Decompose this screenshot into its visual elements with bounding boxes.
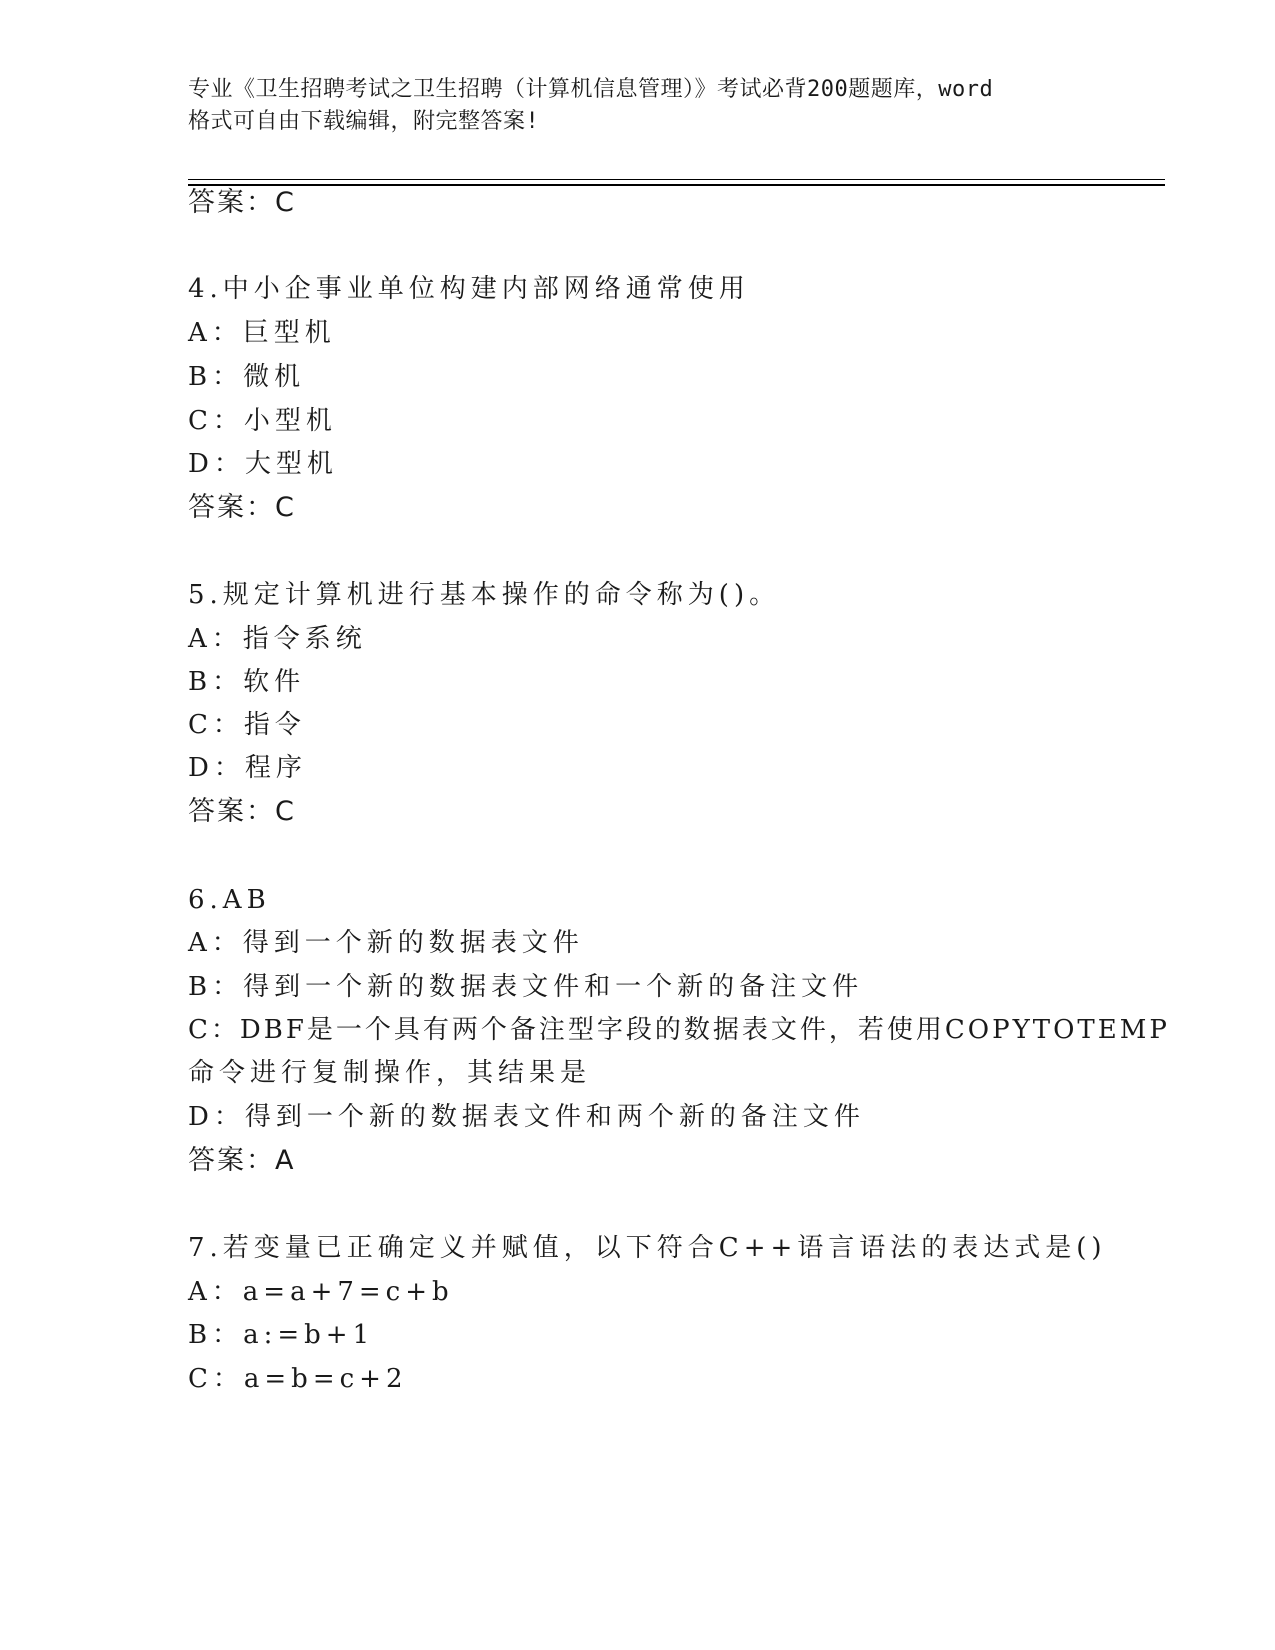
question-4-option-d: D：大型机: [188, 449, 338, 479]
question-6-option-a: A：得到一个新的数据表文件: [188, 928, 584, 958]
question-7-option-a: A：a=a+7=c+b: [188, 1277, 454, 1307]
header-line-1: 专业《卫生招聘考试之卫生招聘（计算机信息管理）》考试必背200题题库，word: [188, 77, 994, 102]
header-line-2: 格式可自由下载编辑，附完整答案!: [188, 109, 540, 134]
question-7-option-b: B：a:=b+1: [188, 1320, 375, 1350]
question-5-stem: 5.规定计算机进行基本操作的命令称为()。: [188, 580, 781, 610]
document-header: [188, 74, 1088, 138]
question-6-stem: 6.AB: [188, 885, 271, 915]
question-4-stem: 4.中小企事业单位构建内部网络通常使用: [188, 274, 750, 304]
question-5-option-c: C：指令: [188, 710, 306, 740]
answer-prev: 答案：C: [188, 187, 296, 218]
question-5-answer: 答案：C: [188, 796, 296, 827]
question-5-option-d: D：程序: [188, 753, 307, 783]
question-6-answer: 答案：A: [188, 1145, 296, 1176]
header-divider-bottom: [188, 184, 1165, 186]
question-6-option-d: D：得到一个新的数据表文件和两个新的备注文件: [188, 1102, 865, 1132]
question-7-stem: 7.若变量已正确定义并赋值，以下符合C++语言语法的表达式是(): [188, 1233, 1107, 1263]
question-7-option-c: C：a=b=c+2: [188, 1364, 408, 1394]
question-5-option-b: B：软件: [188, 667, 306, 697]
question-4-option-c: C：小型机: [188, 406, 337, 436]
question-6-option-b: B：得到一个新的数据表文件和一个新的备注文件: [188, 972, 864, 1002]
question-4-option-b: B：微机: [188, 362, 306, 392]
question-5-option-a: A：指令系统: [188, 624, 367, 654]
header-divider-top: [188, 179, 1165, 180]
question-6-option-c-continued: 命令进行复制操作，其结果是: [188, 1058, 592, 1088]
question-4-option-a: A：巨型机: [188, 318, 336, 348]
question-6-option-c: C：DBF是一个具有两个备注型字段的数据表文件，若使用COPYTOTEMP: [188, 1015, 1170, 1045]
question-4-answer: 答案：C: [188, 492, 296, 523]
